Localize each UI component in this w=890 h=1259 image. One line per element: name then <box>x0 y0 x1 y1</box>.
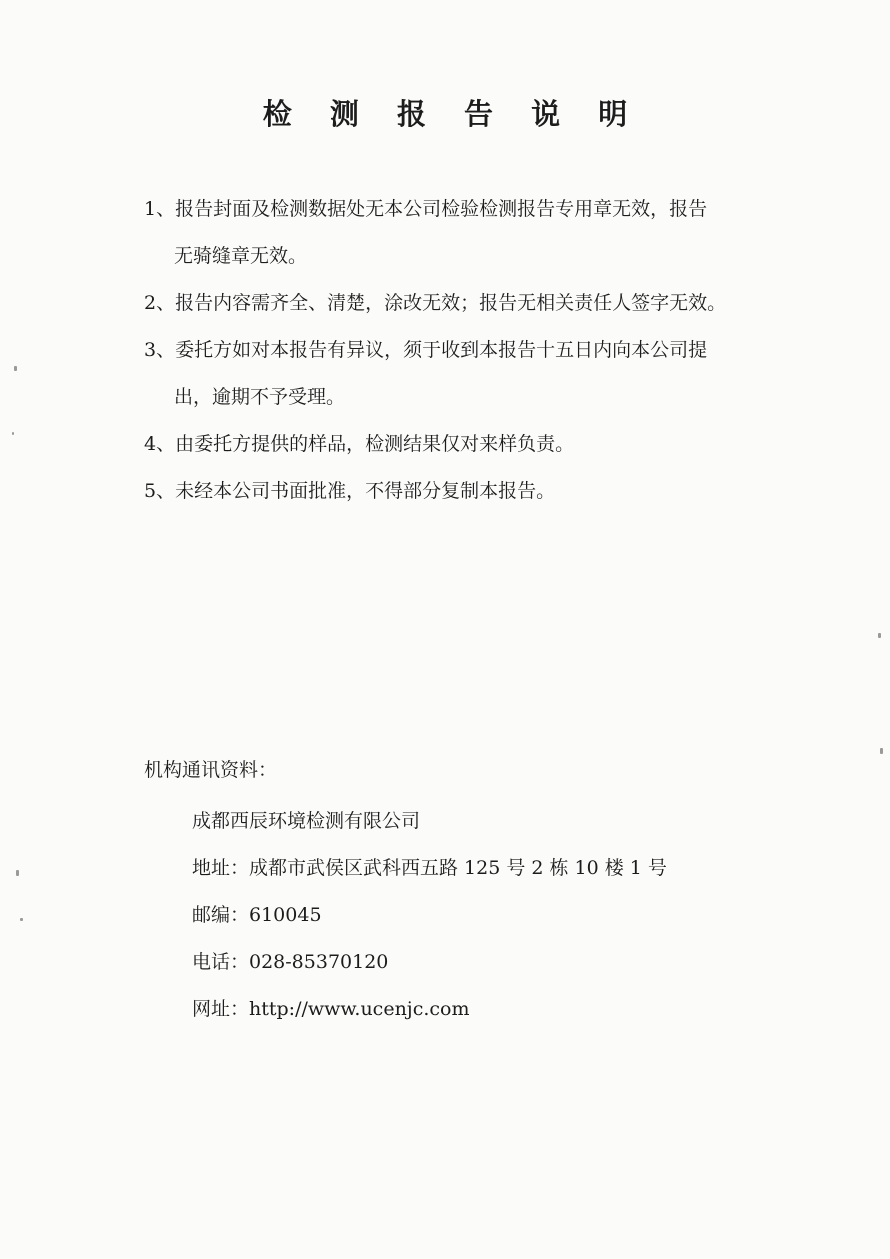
note-item-2 <box>144 280 784 327</box>
scan-speck <box>12 432 14 435</box>
note-item-5 <box>144 468 784 515</box>
note-5-line-1: 5、未经本公司书面批准，不得部分复制本报告。 <box>144 480 556 502</box>
notes-list <box>144 186 784 515</box>
page-title: 检 测 报 告 说 明 <box>262 97 642 131</box>
company-postcode: 邮编：610045 <box>192 904 322 926</box>
contact-heading: 机构通讯资料： <box>144 759 278 781</box>
scan-speck <box>878 633 881 638</box>
contact-block <box>192 798 752 1033</box>
scan-speck <box>16 870 19 876</box>
note-1-line-2: 无骑缝章无效。 <box>174 245 308 267</box>
note-2-line-1: 2、报告内容需齐全、清楚，涂改无效；报告无相关责任人签字无效。 <box>144 292 727 314</box>
company-website: 网址：http://www.ucenjc.com <box>192 998 470 1020</box>
note-3-line-2: 出，逾期不予受理。 <box>174 386 346 408</box>
company-phone: 电话：028-85370120 <box>192 951 389 973</box>
company-address: 地址：成都市武侯区武科西五路 125 号 2 栋 10 楼 1 号 <box>192 857 667 879</box>
note-item-1 <box>144 186 784 280</box>
note-item-3 <box>144 327 784 421</box>
company-name: 成都西辰环境检测有限公司 <box>192 810 421 832</box>
note-3-line-1: 3、委托方如对本报告有异议，须于收到本报告十五日内向本公司提 <box>144 339 708 361</box>
note-item-4 <box>144 421 784 468</box>
note-4-line-1: 4、由委托方提供的样品，检测结果仅对来样负责。 <box>144 433 575 455</box>
scan-speck <box>880 748 883 754</box>
scan-speck <box>20 918 23 921</box>
scan-speck <box>14 366 17 371</box>
note-1-line-1: 1、报告封面及检测数据处无本公司检验检测报告专用章无效，报告 <box>144 198 708 220</box>
